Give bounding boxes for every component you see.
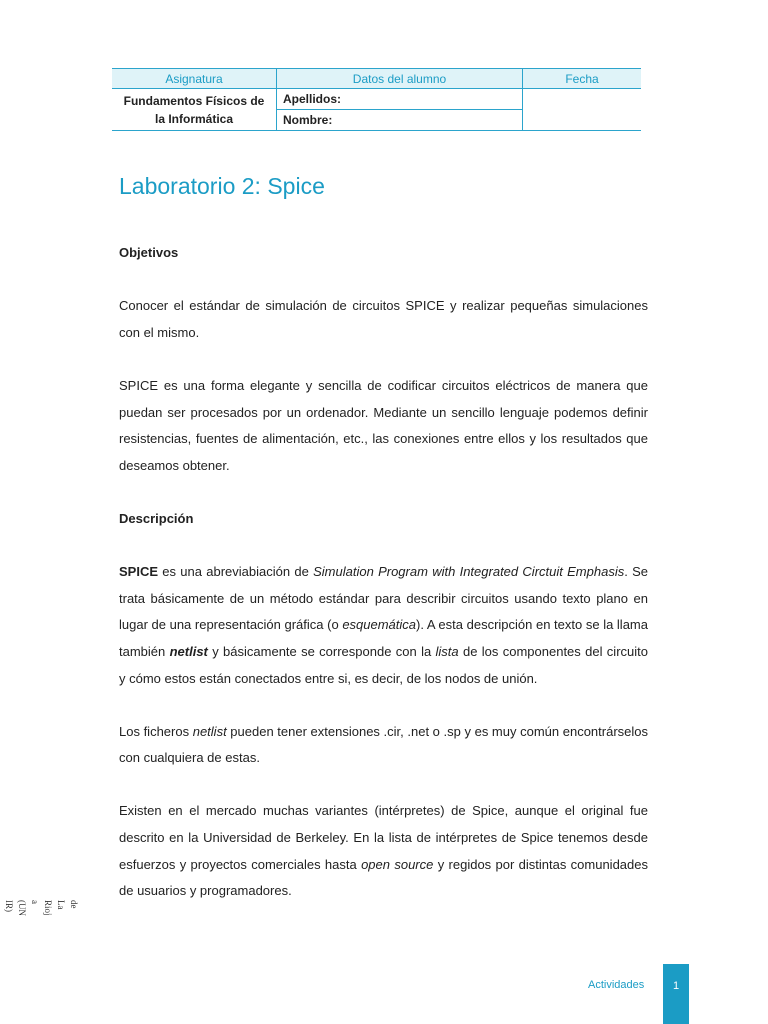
subject-name: Fundamentos Físicos de la Informática bbox=[112, 89, 277, 131]
descripcion-paragraph-3: Existen en el mercado muchas variantes (intérpretes) de Spice, aunque el original fue descrito en la Universidad de Berkeley. En la lista de intérpretes de Spice tenemos desde esfuerzos y proyectos comerciales hasta open source y regidos por distintas comunidades de usuarios y programadores. bbox=[119, 803, 648, 899]
descripcion-paragraph-2: Los ficheros netlist pueden tener extensiones .cir, .net o .sp y es muy común encontrárselos con cualquiera de estas. bbox=[119, 723, 649, 766]
header-fecha: Fecha bbox=[523, 69, 642, 89]
side-text-6: de bbox=[69, 900, 79, 909]
header-asignatura: Asignatura bbox=[112, 69, 277, 89]
descripcion-paragraph-1: SPICE es una abreviabiación de Simulation Program with Integrated Circtuit Emphasis. Se trata básicamente de un método estándar para describir circuitos usando texto plano en lugar de una representación gráfica (o esquemática). A esta descripción en texto se la llama también netlist y básicamente se corresponde con la lista de los componentes del circuito y cómo estos están conectados entre si, es decir, de los nodos de unión. bbox=[119, 564, 649, 686]
nombre-field: Nombre: bbox=[277, 110, 523, 131]
document-body bbox=[119, 240, 648, 905]
side-rotated-text bbox=[4, 900, 79, 916]
fecha-field bbox=[523, 89, 642, 131]
apellidos-field: Apellidos: bbox=[277, 89, 523, 110]
header-table bbox=[112, 68, 641, 131]
side-text-5: La bbox=[56, 900, 66, 910]
footer-label: Actividades bbox=[588, 979, 645, 991]
side-text-2: (UN bbox=[17, 900, 27, 916]
page-number: 1 bbox=[663, 964, 689, 1024]
objetivos-paragraph-1: Conocer el estándar de simulación de circuitos SPICE y realizar pequeñas simulaciones con el mismo. bbox=[119, 298, 648, 340]
page-title: Laboratorio 2: Spice bbox=[119, 173, 325, 199]
side-text-3: a bbox=[30, 900, 40, 904]
side-text-1: IR) bbox=[4, 900, 14, 912]
side-text-4: Rioj bbox=[43, 900, 53, 916]
descripcion-heading: Descripción bbox=[119, 510, 194, 526]
header-datos-alumno: Datos del alumno bbox=[277, 69, 523, 89]
objetivos-paragraph-2: SPICE es una forma elegante y sencilla de codificar circuitos eléctricos de manera que puedan ser procesados por un ordenador. Mediante un sencillo lenguaje podemos definir resistencias, fuentes de alimentación, etc., las conexiones entre ellos y los resultados que deseamos obtener. bbox=[119, 377, 648, 473]
objetivos-heading: Objetivos bbox=[119, 245, 179, 260]
